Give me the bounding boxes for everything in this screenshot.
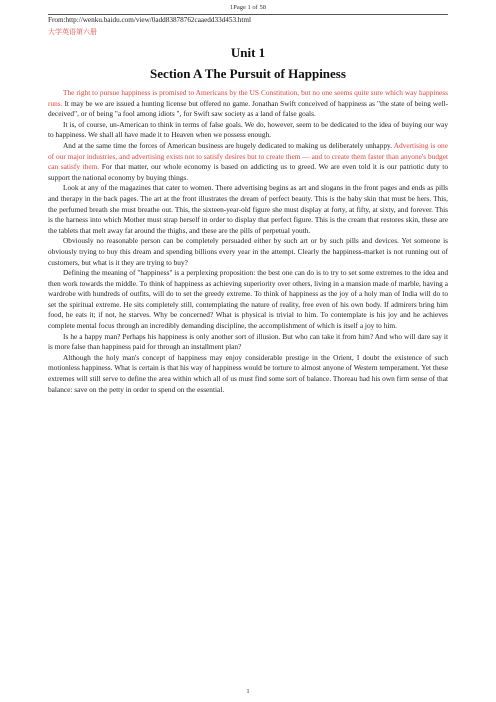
page-indicator: 1Page 1 of 58	[230, 4, 266, 11]
header-divider	[48, 14, 448, 15]
paragraph-8: Although the holy man's concept of happiness may enjoy considerable prestige in the Orient, I doubt the existence of such motionless happiness. What is certain is that his way of happiness would be torture to almost anyone of Western temperament. Yet these extremes will still serve to define the area within which all of us must find some sort of balance. Thoreau had his own firm sense of that balance: save on the petty in order to spend on the essential.	[48, 352, 448, 394]
page-number: 1	[246, 688, 250, 695]
section-title: Section A The Pursuit of Happiness	[150, 66, 346, 81]
paragraph-2: It is, of course, un-American to think in terms of false goals. We do, however, seem to be dedicated to the idea of buying our way to happiness. We shall all have made it to Heaven when we possess enough.	[48, 119, 448, 140]
paragraph-1	[48, 88, 448, 120]
paragraph-5: Obviously no reasonable person can be completely persuaded either by such art or by such pills and devices. Yet someone is obviously trying to buy this dream and spending billions every year in the attempt. Clearly the happiness-market is not running out of customers, but what is it they are trying to buy?	[48, 236, 448, 267]
source-link[interactable]: From:http://wenku.baidu.com/view/0add83878762caaedd33d453.html	[48, 16, 252, 24]
paragraph-text: It may be we are issued a hunting license but offered no game. Jonathan Swift conceived of happiness as "the state of being well-deceived", or of being "a fool among idiots ", for Swift saw society as a land of false goals.	[48, 98, 448, 119]
unit-title: Unit 1	[230, 45, 266, 60]
highlighted-sentence: Advertising is one of our major industries, and advertising exists not to satisfy desires but to create them — and to create them faster than anyone's budget can satisfy them.	[48, 140, 448, 172]
article-body	[48, 88, 448, 395]
book-title: 大学英语第六册	[48, 28, 97, 36]
highlighted-sentence: The right to pursue happiness is promised to Americans by the US Constitution, but no one seems quite sure which way happiness runs.	[48, 88, 448, 108]
paragraph-text: For that matter, our whole economy is based on addicting us to greed. We are even told it is our patriotic duty to support the national economy by buying things.	[48, 162, 448, 182]
paragraph-4: Look at any of the magazines that cater to women. There advertising begins as art and slogans in the front pages and ends as pills and therapy in the back pages. The art at the front illustrates the dream of perfect beauty. This is the baby skin that must be hers. This, the perfumed breath she must breathe out. This, the sixteen-year-old figure she must display at forty, at fifty, at sixty, and forever. This is the harness into which Mother must strap herself in order to display that perfect figure. This is the cream that restores skin, these are the tablets that melt away fat around the thighs, and these are the pills of perpetual youth.	[48, 183, 448, 235]
paragraph-7: Is he a happy man? Perhaps his happiness is only another sort of illusion. But who can take it from him? And who will dare say it is more false than happiness paid for through an installment plan?	[48, 331, 448, 352]
paragraph-6: Defining the meaning of "happiness" is a perplexing proposition: the best one can do is to try to set some extremes to the idea and then work towards the middle. To think of happiness as achieving superiority over others, living in a mansion made of marble, having a wardrobe with hundreds of outfits, will do to set the greedy extreme. To think of happiness as the joy of a holy man of India will do to set the spiritual extreme. He sits completely still, contemplating the nature of reality, free even of his own body. If admirers bring him food, he eats it; if not, he starves. Why be concerned? What is physical is trivial to him. To contemplate is his joy and he achieves complete mental focus through an incredibly demanding discipline, the accomplishment of which is itself a joy to him.	[48, 268, 448, 331]
paragraph-3	[48, 141, 448, 183]
paragraph-text: And at the same time the forces of American business are hugely dedicated to making us deliberately unhappy.	[63, 140, 394, 150]
